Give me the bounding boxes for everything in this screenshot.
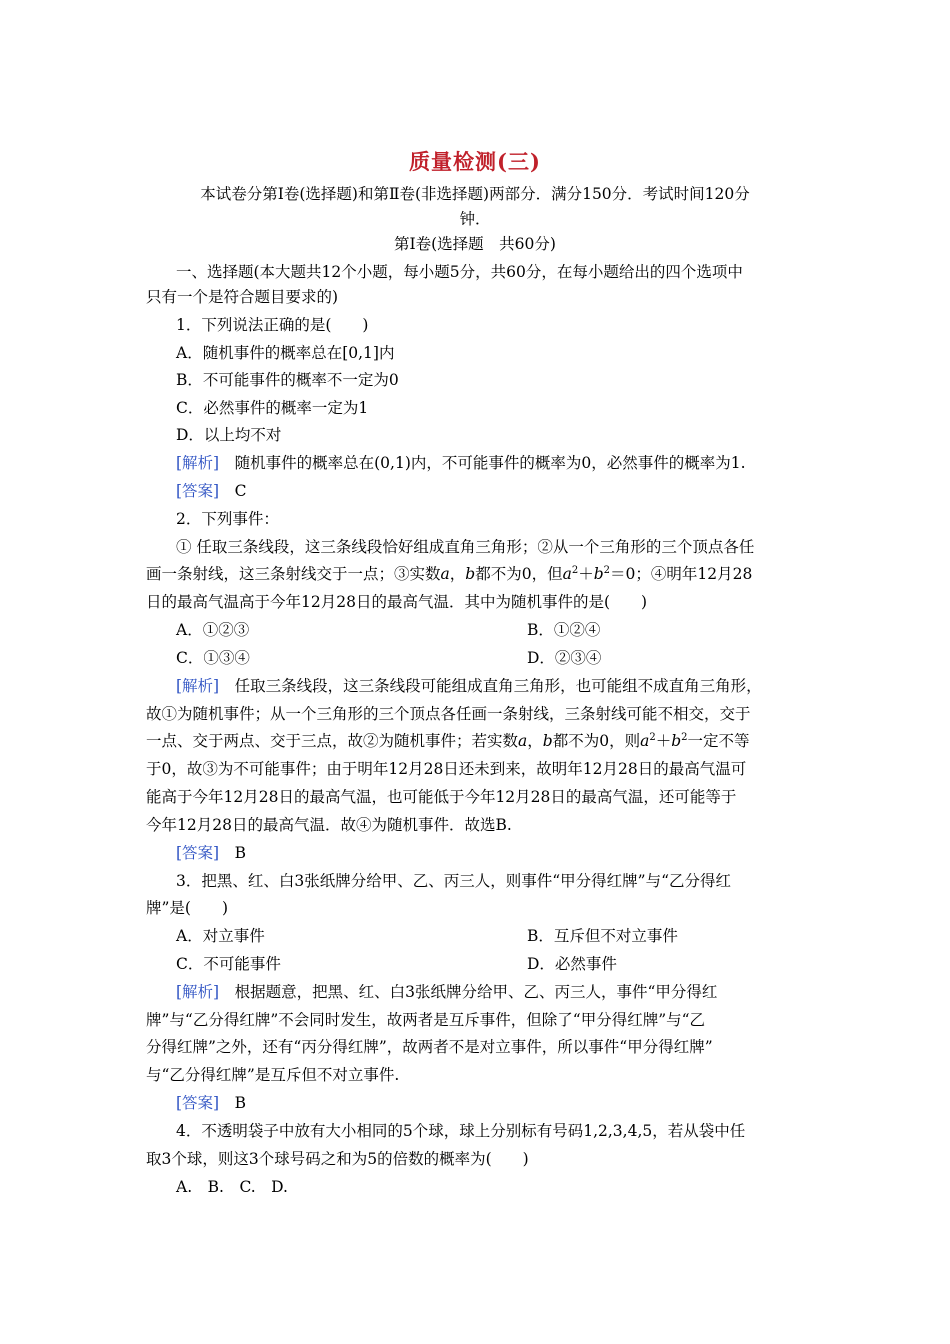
q2-body-text: 画一条射线，这三条射线交于一点；③实数 (146, 565, 441, 583)
plus-sign: ＋ (655, 732, 672, 750)
var-b: b (671, 732, 682, 750)
q2-analysis-text: 任取三条线段，这三条线段可能组成直角三角形，也可能组不成直角三角形， (234, 677, 762, 695)
q2-analysis-line-3 (146, 731, 750, 751)
q4-stem-line-2: 取3个球，则这3个球号码之和为5的倍数的概率为( ) (146, 1150, 529, 1168)
var-a: a (562, 565, 572, 583)
q2-analysis-text: 一定不等 (687, 732, 750, 750)
q2-body-line-2 (146, 564, 752, 584)
var-a: a (440, 565, 450, 583)
q3-stem-line-1: 3．把黑、红、白3张纸牌分给甲、乙、丙三人，则事件“甲分得红牌”与“乙分得红 (176, 872, 731, 890)
intro-line-1: 本试卷分第Ⅰ卷(选择题)和第Ⅱ卷(非选择题)两部分．满分150分．考试时间120分 (200, 185, 750, 203)
section-heading: 第Ⅰ卷(选择题 共60分) (394, 235, 556, 253)
exponent: 2 (571, 564, 579, 576)
q2-body-text: ＝0；④明年12月28 (610, 565, 753, 583)
exponent: 2 (649, 731, 656, 743)
q3-analysis-line-4: 与“乙分得红牌”是互斥但不对立事件. (146, 1066, 400, 1084)
var-b: b (465, 565, 476, 583)
q2-body-text: 都不为0，但 (475, 565, 563, 583)
q1-option-c: C．必然事件的概率一定为1 (176, 399, 369, 417)
q2-option-a: A．①②③ (176, 621, 250, 639)
q1-option-d: D．以上均不对 (176, 426, 282, 444)
q2-analysis-line-4: 于0，故③为不可能事件；由于明年12月28日还未到来，故明年12月28日的最高气温可 (146, 760, 747, 778)
q1-analysis-text: 随机事件的概率总在(0,1)内，不可能事件的概率为0，必然事件的概率为1. (234, 454, 746, 472)
q2-body-line-3: 日的最高气温高于今年12月28日的最高气温．其中为随机事件的是( ) (146, 593, 648, 611)
q1-option-b: B．不可能事件的概率不一定为0 (176, 371, 399, 389)
q2-analysis-line-6: 今年12月28日的最高气温．故④为随机事件．故选B. (146, 816, 512, 834)
analysis-tag: [解析] (176, 454, 220, 472)
q1-option-a: A．随机事件的概率总在[0,1]内 (176, 344, 395, 362)
var-b: b (593, 565, 604, 583)
intro-line-2: 钟． (459, 210, 491, 228)
q3-option-b: B．互斥但不对立事件 (527, 927, 678, 945)
var-a: a (640, 732, 650, 750)
q2-analysis-line-5: 能高于今年12月28日的最高气温，也可能低于今年12月28日的最高气温，还可能等于 (146, 788, 737, 806)
q2-analysis-line-2: 故①为随机事件；从一个三角形的三个顶点各任画一条射线，三条射线可能不相交，交于 (146, 705, 751, 723)
plus-sign: ＋ (578, 565, 594, 583)
q3-option-d: D．必然事件 (527, 955, 617, 973)
exponent: 2 (603, 564, 611, 576)
q3-option-c: C．不可能事件 (176, 955, 281, 973)
analysis-tag: [解析] (176, 983, 220, 1001)
q2-answer-value: B (234, 844, 247, 862)
q1-answer-value: C (234, 482, 247, 500)
q2-analysis-text: 都不为0，则 (552, 732, 641, 750)
answer-tag: [答案] (176, 1094, 220, 1112)
q3-analysis-text: 根据题意，把黑、红、白3张纸牌分给甲、乙、丙三人，事件“甲分得红 (234, 983, 718, 1001)
q3-answer (176, 1093, 246, 1113)
q1-analysis (176, 453, 746, 473)
q1-stem: 1．下列说法正确的是( ) (176, 316, 369, 334)
q4-stem-line-1: 4．不透明袋子中放有大小相同的5个球，球上分别标有号码1,2,3,4,5，若从袋中任 (176, 1122, 746, 1140)
var-a: a (518, 732, 528, 750)
q1-answer (176, 481, 247, 501)
q2-option-c: C．①③④ (176, 649, 250, 667)
q2-stem: 2．下列事件： (176, 510, 279, 528)
q3-analysis-line-2: 牌”与“乙分得红牌”不会同时发生，故两者是互斥事件，但除了“甲分得红牌”与“乙 (146, 1011, 706, 1029)
page-title: 质量检测(三) (409, 149, 541, 174)
part-heading-line-2: 只有一个是符合题目要求的) (146, 288, 339, 306)
q2-answer (176, 843, 246, 863)
part-heading-line-1: 一、选择题(本大题共12个小题，每小题5分，共60分，在每小题给出的四个选项中 (176, 263, 743, 281)
q2-analysis-line-1 (176, 676, 762, 696)
answer-tag: [答案] (176, 844, 220, 862)
var-b: b (542, 732, 553, 750)
comma: ， (449, 565, 466, 583)
q3-stem-line-2: 牌”是( ) (146, 899, 229, 917)
answer-tag: [答案] (176, 482, 220, 500)
q3-analysis-line-1 (176, 982, 717, 1002)
analysis-tag: [解析] (176, 677, 220, 695)
q2-option-b: B．①②④ (527, 621, 601, 639)
q2-option-d: D．②③④ (527, 649, 602, 667)
q2-analysis-text: 一点、交于两点、交于三点，故②为随机事件；若实数 (146, 732, 519, 750)
exponent: 2 (681, 731, 688, 743)
q4-options: A. B. C. D. (176, 1178, 288, 1196)
q3-option-a: A．对立事件 (176, 927, 265, 945)
q3-analysis-line-3: 分得红牌”之外，还有“丙分得红牌”，故两者不是对立事件，所以事件“甲分得红牌” (146, 1038, 713, 1056)
q3-answer-value: B (234, 1094, 247, 1112)
comma: ， (527, 732, 543, 750)
q2-body-line-1: ① 任取三条线段，这三条线段恰好组成直角三角形；②从一个三角形的三个顶点各任 (176, 538, 755, 556)
